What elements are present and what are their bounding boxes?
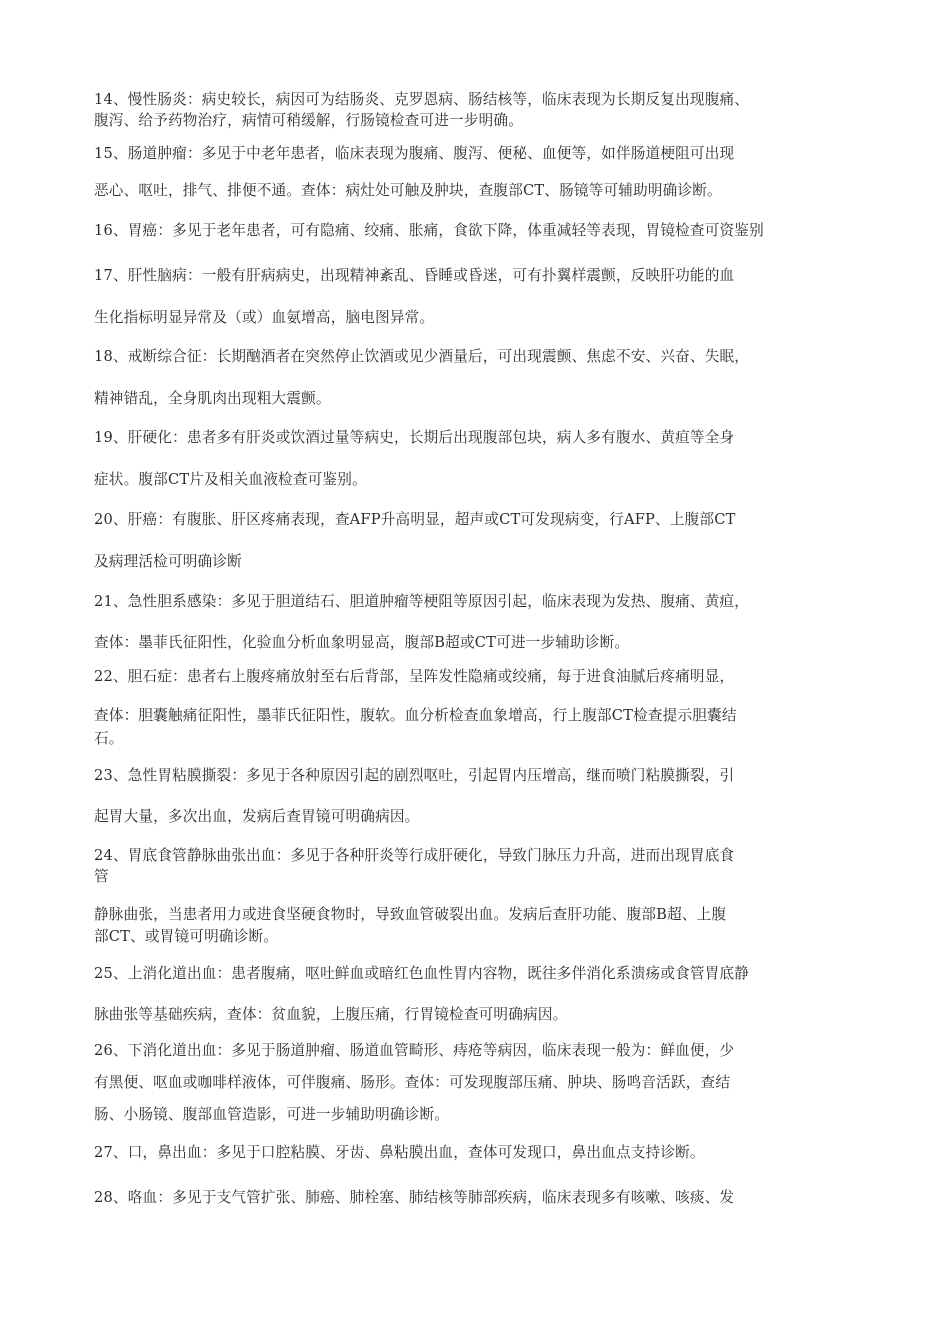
entry-14-line-2: 腹泻、给予药物治疗，病情可稍缓解，行肠镜检查可进一步明确。 — [94, 112, 524, 129]
entry-24-line-4: 部CT、或胃镜可明确诊断。 — [94, 928, 279, 945]
entry-21-line-1: 21、急性胆系感染：多见于胆道结石、胆道肿瘤等梗阻等原因引起，临床表现为发热、腹痛、黄疸， — [94, 593, 750, 610]
entry-20-line-1: 20、肝癌：有腹胀、肝区疼痛表现，查AFP升高明显，超声或CT可发现病变，行AFP、上腹部CT — [94, 511, 736, 528]
entry-18-line-2: 精神错乱，全身肌肉出现粗大震颤。 — [94, 390, 331, 407]
entry-19-line-1: 19、肝硬化：患者多有肝炎或饮酒过量等病史，长期后出现腹部包块，病人多有腹水、黄疸等全身 — [94, 429, 735, 446]
entry-17-line-1: 17、肝性脑病：一般有肝病病史，出现精神紊乱、昏睡或昏迷，可有扑翼样震颤，反映肝功能的血 — [94, 267, 735, 284]
entry-25-line-1: 25、上消化道出血：患者腹痛，呕吐鲜血或暗红色血性胃内容物，既往多伴消化系溃疡或食管胃底静 — [94, 965, 750, 982]
entry-22-line-3: 石。 — [94, 730, 124, 747]
entry-19-line-2: 症状。腹部CT片及相关血液检查可鉴别。 — [94, 471, 367, 488]
entry-23-line-2: 起胃大量，多次出血，发病后查胃镜可明确病因。 — [94, 808, 420, 825]
entry-21-line-2: 查体：墨菲氏征阳性，化验血分析血象明显高，腹部B超或CT可进一步辅助诊断。 — [94, 634, 630, 651]
entry-18-line-1: 18、戒断综合征：长期酗酒者在突然停止饮酒或见少酒量后，可出现震颤、焦虑不安、兴奋、失眠， — [94, 348, 750, 365]
entry-28-line-1: 28、咯血：多见于支气管扩张、肺癌、肺栓塞、肺结核等肺部疾病，临床表现多有咳嗽、咳痰、发 — [94, 1189, 735, 1206]
entry-27-line-1: 27、口，鼻出血：多见于口腔粘膜、牙齿、鼻粘膜出血，查体可发现口，鼻出血点支持诊断。 — [94, 1144, 705, 1161]
entry-22-line-1: 22、胆石症：患者右上腹疼痛放射至右后背部，呈阵发性隐痛或绞痛，每于进食油腻后疼痛明显， — [94, 668, 735, 685]
entry-24-line-2: 管 — [94, 868, 109, 885]
entry-26-line-1: 26、下消化道出血：多见于肠道肿瘤、肠道血管畸形、痔疮等病因，临床表现一般为：鲜血便，少 — [94, 1042, 735, 1059]
entry-20-line-2: 及病理活检可明确诊断 — [94, 553, 242, 570]
entry-25-line-2: 脉曲张等基础疾病，查体：贫血貌，上腹压痛，行胃镜检查可明确病因。 — [94, 1006, 568, 1023]
entry-23-line-1: 23、急性胃粘膜撕裂：多见于各种原因引起的剧烈呕吐，引起胃内压增高，继而喷门粘膜撕裂，引 — [94, 767, 735, 784]
entry-24-line-3: 静脉曲张，当患者用力或进食坚硬食物时，导致血管破裂出血。发病后查肝功能、腹部B超、上腹 — [94, 906, 727, 923]
entry-17-line-2: 生化指标明显异常及（或）血氨增高，脑电图异常。 — [94, 309, 435, 326]
entry-26-line-3: 肠、小肠镜、腹部血管造影，可进一步辅助明确诊断。 — [94, 1106, 450, 1123]
entry-15-line-1: 15、肠道肿瘤：多见于中老年患者，临床表现为腹痛、腹泻、便秘、血便等，如伴肠道梗阻可出现 — [94, 145, 735, 162]
entry-14-line-1: 14、慢性肠炎：病史较长，病因可为结肠炎、克罗恩病、肠结核等，临床表现为长期反复出现腹痛、 — [94, 91, 750, 108]
entry-24-line-1: 24、胃底食管静脉曲张出血：多见于各种肝炎等行成肝硬化，导致门脉压力升高，进而出现胃底食 — [94, 847, 735, 864]
entry-16-line-1: 16、胃癌：多见于老年患者，可有隐痛、绞痛、胀痛，食欲下降，体重减轻等表现，胃镜检查可资鉴别 — [94, 222, 764, 239]
entry-22-line-2: 查体：胆囊触痛征阳性，墨菲氏征阳性，腹软。血分析检查血象增高，行上腹部CT检查提示胆囊结 — [94, 707, 737, 724]
entry-15-line-2: 恶心、呕吐，排气、排便不通。查体：病灶处可触及肿块，查腹部CT、肠镜等可辅助明确诊断。 — [94, 182, 722, 199]
entry-26-line-2: 有黑便、呕血或咖啡样液体，可伴腹痛、肠形。查体：可发现腹部压痛、肿块、肠鸣音活跃，查结 — [94, 1074, 731, 1091]
